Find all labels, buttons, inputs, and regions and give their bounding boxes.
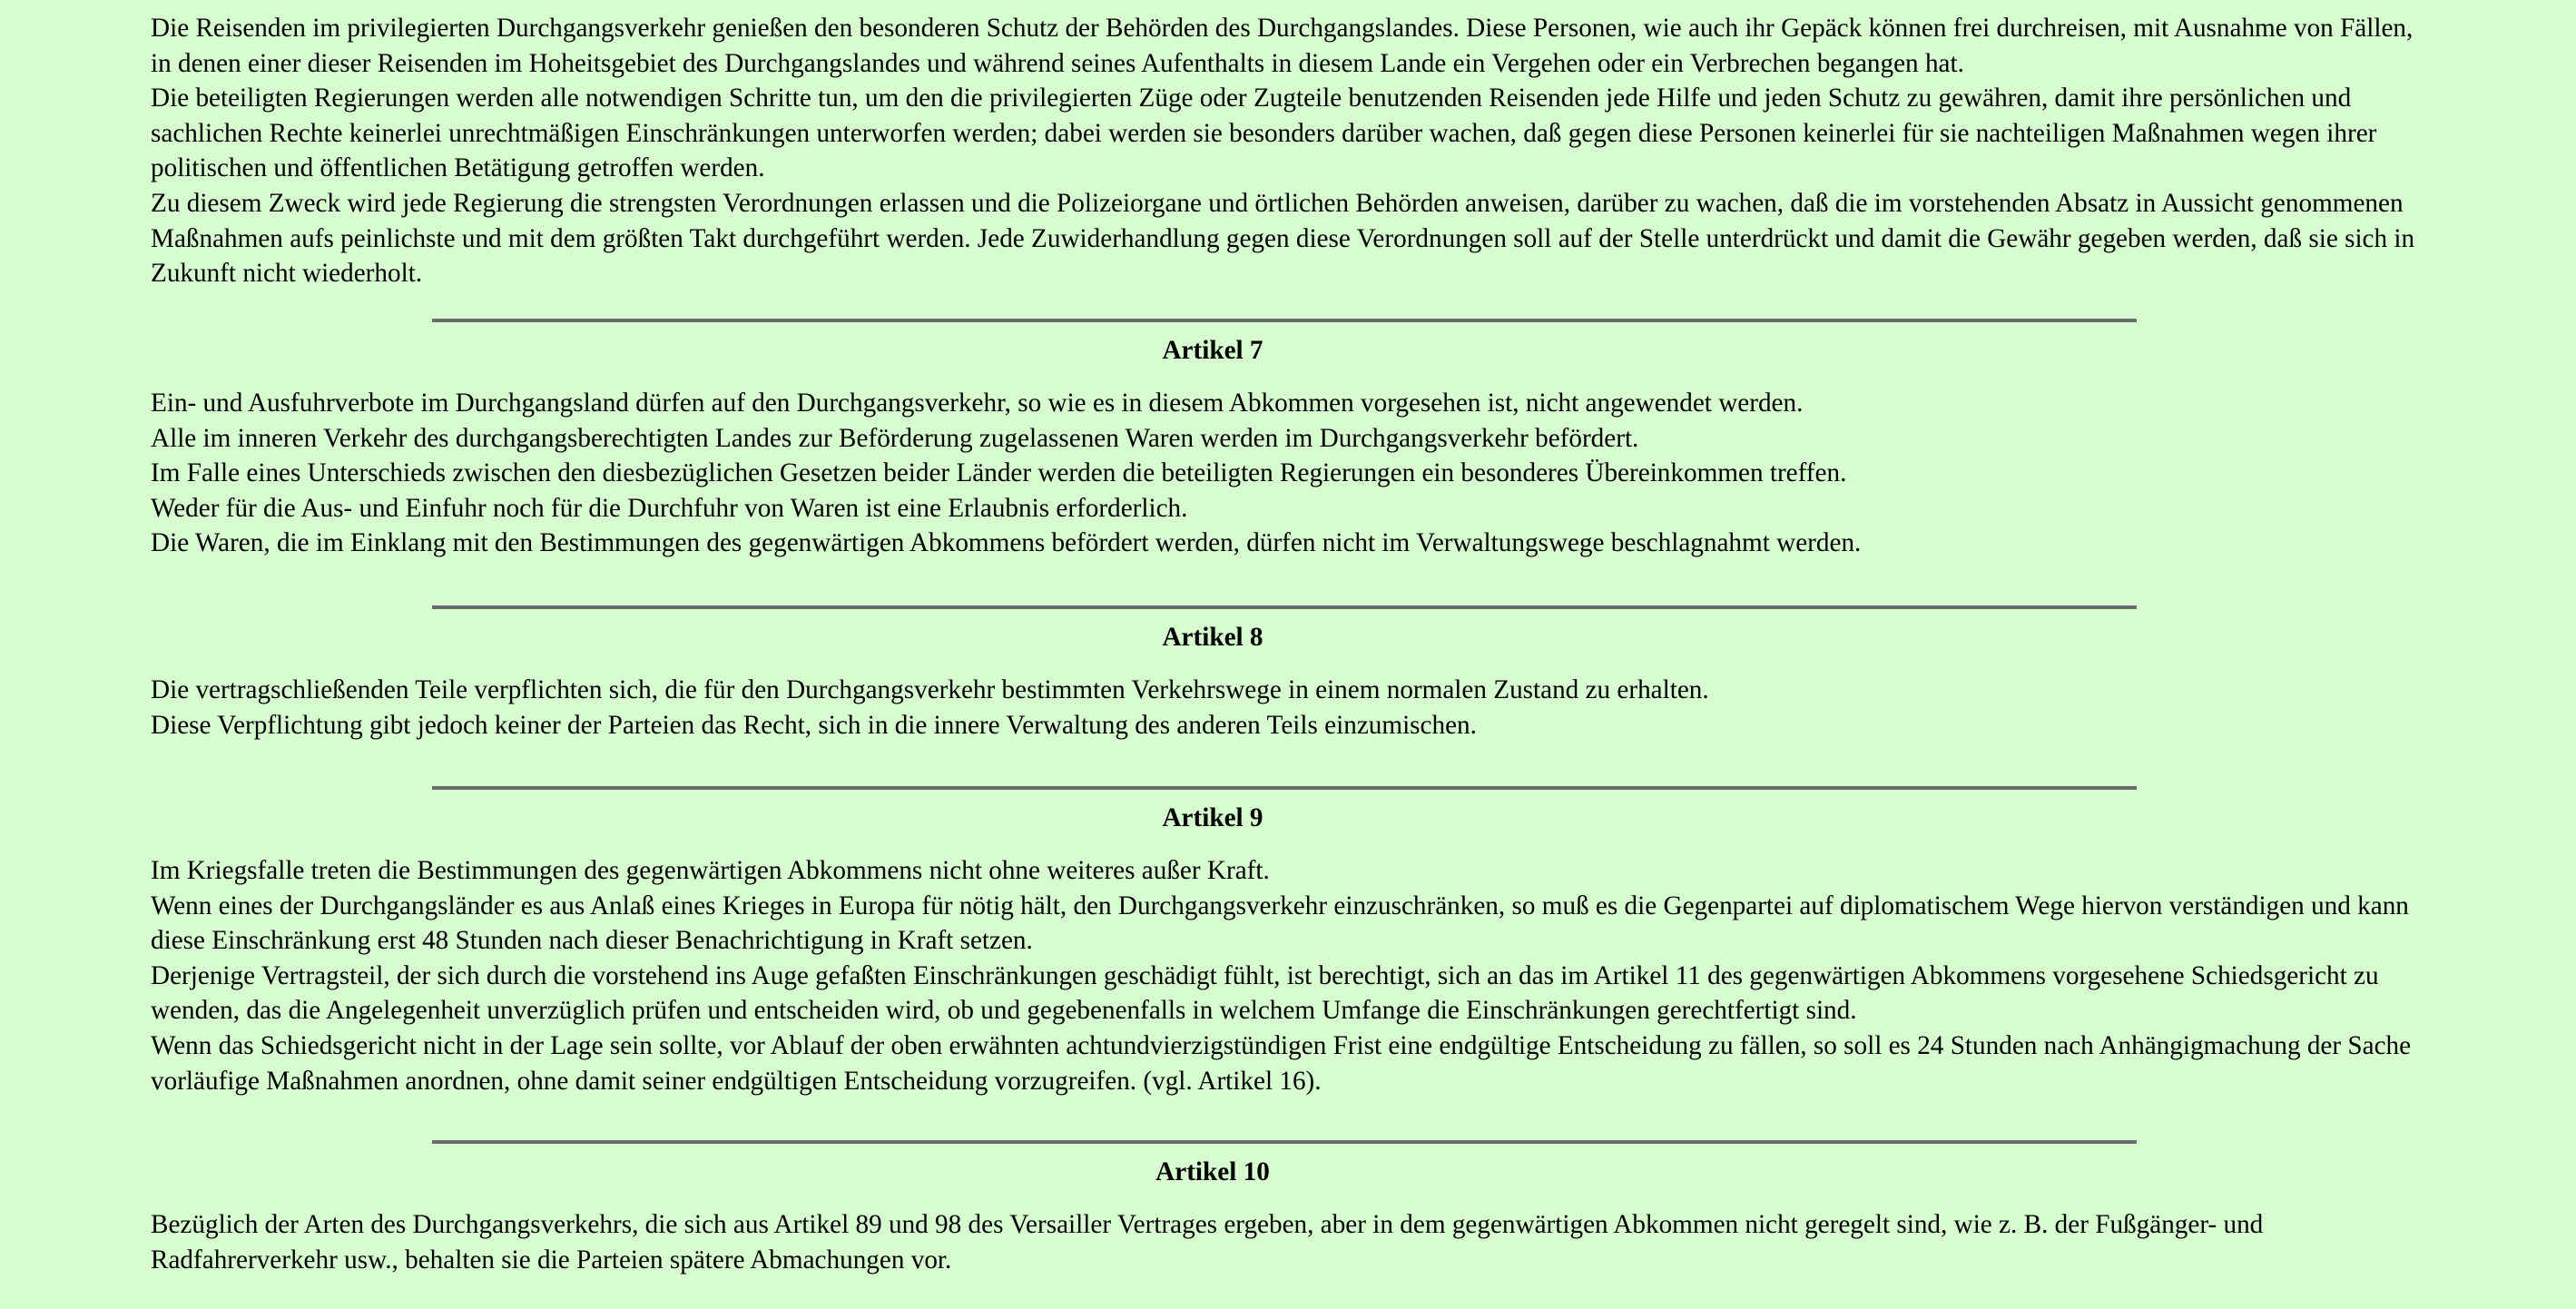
article-body: [151, 853, 2438, 1098]
article-paragraph: Wenn eines der Durchgangsländer es aus Anlaß eines Krieges in Europa für nötig hält, den Durchgangsverkehr einzuschränken, so muß es die Gegenpartei auf diplomatischem Wege hiervon verständigen und kann diese Einschränkung erst 48 Stunden nach dieser Benachrichtigung in Kraft setzen.: [151, 891, 2409, 956]
article-paragraph: Im Kriegsfalle treten die Bestimmungen des gegenwärtigen Abkommens nicht ohne weiteres außer Kraft.: [151, 856, 1270, 885]
intro-paragraph: Die Reisenden im privilegierten Durchgangsverkehr genießen den besonderen Schutz der Behörden des Durchgangslandes. Diese Personen, wie auch ihr Gepäck können frei durchreisen, mit Ausnahme von Fällen, in denen einer dieser Reisenden im Hoheitsgebiet des Durchgangslandes und während seines Aufenthalts in diesem Lande ein Vergehen oder ein Verbrechen begangen hat.: [151, 14, 2414, 78]
article-heading: Artikel 7: [1162, 336, 1263, 365]
article-paragraph: Die vertragschließenden Teile verpflichten sich, die für den Durchgangsverkehr bestimmten Verkehrswege in einem normalen Zustand zu erhalten.: [151, 675, 1709, 704]
article-paragraph: Bezüglich der Arten des Durchgangsverkehrs, die sich aus Artikel 89 und 98 des Versailler Vertrages ergeben, aber in dem gegenwärtigen Abkommen nicht geregelt sind, wie z. B. der Fußgänger- und Radfahrerverkehr usw., behalten sie die Parteien spätere Abmachungen vor.: [151, 1210, 2264, 1275]
article-paragraph: Im Falle eines Unterschieds zwischen den diesbezüglichen Gesetzen beider Länder werden die beteiligten Regierungen ein besonderes Übereinkommen treffen.: [151, 458, 1847, 488]
article-9-section: [151, 786, 2438, 1098]
intro-paragraph: Die beteiligten Regierungen werden alle notwendigen Schritte tun, um den die privilegierten Züge oder Zugteile benutzenden Reisenden jede Hilfe und jeden Schutz zu gewähren, damit ihre persönlichen und sachlichen Rechte keinerlei unrechtmäßigen Einschränkungen unterworfen werden; dabei werden sie besonders darüber wachen, daß gegen diese Personen keinerlei für sie nachteiligen Maßnahmen wegen ihrer politischen und öffentlichen Betätigung getroffen werden.: [151, 84, 2377, 183]
article-8-section: [151, 605, 2438, 743]
article-paragraph: Wenn das Schiedsgericht nicht in der Lage sein sollte, vor Ablauf der oben erwähnten achtundvierzigstündigen Frist eine endgültige Entscheidung zu fällen, so soll es 24 Stunden nach Anhängigmachung der Sache vorläufige Maßnahmen anordnen, ohne damit seiner endgültigen Entscheidung vorzugreifen. (vgl. Artikel 16).: [151, 1030, 2412, 1096]
article-paragraph: Ein- und Ausfuhrverbote im Durchgangsland dürfen auf den Durchgangsverkehr, so wie es in diesem Abkommen vorgesehen ist, nicht angewendet werden.: [151, 389, 1804, 418]
section-divider: [432, 319, 2137, 322]
article-7-section: [151, 319, 2438, 561]
section-divider: [432, 605, 2137, 609]
article-heading: Artikel 9: [1162, 803, 1263, 832]
intro-section: [151, 0, 2438, 291]
article-paragraph: Die Waren, die im Einklang mit den Bestimmungen des gegenwärtigen Abkommens befördert werden, dürfen nicht im Verwaltungswege beschlagnahmt werden.: [151, 528, 1862, 558]
intro-paragraph: Zu diesem Zweck wird jede Regierung die strengsten Verordnungen erlassen und die Polizeiorgane und örtlichen Behörden anweisen, darüber zu wachen, daß die im vorstehenden Absatz in Aussicht genommenen Maßnahmen aufs peinlichste und mit dem größten Takt durchgeführt werden. Jede Zuwiderhandlung gegen diese Verordnungen soll auf der Stelle unterdrückt und damit die Gewähr gegeben werden, daß sie sich in Zukunft nicht wiederholt.: [151, 188, 2415, 289]
article-body: [151, 1207, 2438, 1277]
article-paragraph: Alle im inneren Verkehr des durchgangsberechtigten Landes zur Beförderung zugelassenen Waren werden im Durchgangsverkehr befördert.: [151, 423, 1639, 453]
article-paragraph: Derjenige Vertragsteil, der sich durch die vorstehend ins Auge gefaßten Einschränkungen geschädigt fühlt, ist berechtigt, sich an das im Artikel 11 des gegenwärtigen Abkommens vorgesehene Schiedsgericht zu wenden, das die Angelegenheit unverzüglich prüfen und entscheiden wird, ob und gegebenenfalls in welchem Umfange die Einschränkungen gerechtfertigt sind.: [151, 960, 2379, 1026]
article-body: [151, 673, 2438, 743]
article-heading: Artikel 10: [1155, 1157, 1270, 1186]
article-paragraph: Diese Verpflichtung gibt jedoch keiner der Parteien das Recht, sich in die innere Verwaltung des anderen Teils einzumischen.: [151, 710, 1477, 740]
article-paragraph: Weder für die Aus- und Einfuhr noch für die Durchfuhr von Waren ist eine Erlaubnis erforderlich.: [151, 493, 1188, 523]
section-divider: [432, 1140, 2137, 1144]
section-divider: [432, 786, 2137, 790]
article-heading: Artikel 8: [1162, 623, 1263, 652]
article-body: [151, 386, 2438, 561]
article-10-section: [151, 1140, 2438, 1277]
